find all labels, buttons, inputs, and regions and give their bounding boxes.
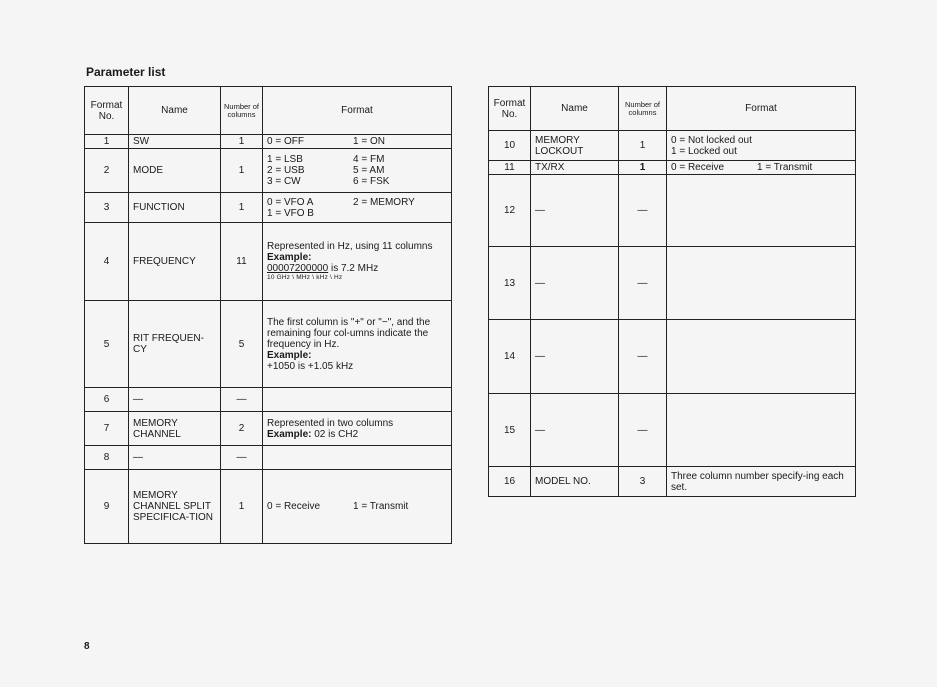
row-name: —: [129, 446, 221, 470]
row-no: 16: [489, 467, 531, 497]
table-header-row: [85, 87, 452, 135]
example-value: 00007200000: [267, 263, 329, 274]
format-value: 0 = Not locked out: [671, 134, 752, 146]
header-name: Name: [531, 87, 619, 131]
format-value: 1 = Transmit: [757, 162, 813, 173]
parameter-table-right: [488, 86, 856, 497]
format-value: 0 = Receive: [267, 501, 321, 512]
page-title: Parameter list: [86, 65, 166, 79]
row-cols: 1: [619, 161, 667, 175]
format-desc: Represented in two columns: [267, 417, 394, 429]
row-no: 6: [85, 388, 129, 412]
row-format: [263, 470, 452, 544]
table-row: [85, 412, 452, 446]
row-name: SW: [129, 135, 221, 149]
example-rest: is 7.2 MHz: [328, 263, 379, 274]
example-label: Example:: [267, 428, 312, 440]
format-value: 1 = Locked out: [671, 145, 737, 157]
format-value: 3 = CW: [267, 176, 301, 187]
row-no: 13: [489, 247, 531, 320]
row-format: [263, 446, 452, 470]
example-value: 02 is CH2: [314, 428, 359, 440]
example-label: Example:: [267, 349, 312, 361]
table-row: [489, 320, 856, 394]
row-cols: 5: [221, 301, 263, 388]
row-no: 14: [489, 320, 531, 394]
table-row: [85, 388, 452, 412]
format-value: 1 = ON: [353, 136, 385, 147]
row-format: [667, 320, 856, 394]
row-format: [263, 135, 452, 149]
row-cols: —: [619, 394, 667, 467]
header-format: Format: [667, 87, 856, 131]
row-name: MODE: [129, 149, 221, 193]
row-cols: —: [221, 388, 263, 412]
row-cols: 1: [221, 470, 263, 544]
table-row: [489, 247, 856, 320]
row-cols: 1: [619, 131, 667, 161]
example-label: Example:: [267, 252, 312, 263]
row-format: [667, 467, 856, 497]
table-row: [489, 161, 856, 175]
row-no: 8: [85, 446, 129, 470]
row-no: 3: [85, 193, 129, 223]
format-value: 4 = FM: [353, 154, 385, 165]
format-value: 2 = USB: [267, 165, 305, 176]
table-row: [85, 149, 452, 193]
row-cols: —: [619, 247, 667, 320]
row-no: 12: [489, 175, 531, 247]
row-cols: 3: [619, 467, 667, 497]
row-cols: —: [221, 446, 263, 470]
row-name: MEMORY LOCKOUT: [531, 131, 619, 161]
row-cols: 11: [221, 223, 263, 301]
format-value: 0 = OFF: [267, 136, 304, 147]
row-format: [263, 412, 452, 446]
row-cols: —: [619, 320, 667, 394]
row-no: 4: [85, 223, 129, 301]
row-no: 11: [489, 161, 531, 175]
frequency-scale: 10 GHz \ MHz \ kHz \ Hz: [267, 274, 343, 281]
format-desc: Three column number specify-ing each set.: [671, 470, 844, 493]
table-row: [489, 394, 856, 467]
row-name: MODEL NO.: [531, 467, 619, 497]
row-no: 15: [489, 394, 531, 467]
format-value: 1 = VFO B: [267, 207, 314, 219]
row-name: —: [531, 247, 619, 320]
row-cols: 1: [221, 193, 263, 223]
row-no: 7: [85, 412, 129, 446]
table-header-row: [489, 87, 856, 131]
table-row: [489, 131, 856, 161]
row-name: FUNCTION: [129, 193, 221, 223]
table-row: [85, 301, 452, 388]
row-no: 10: [489, 131, 531, 161]
format-value: 5 = AM: [353, 165, 385, 176]
format-value: 0 = Receive: [671, 162, 725, 173]
table-row: [85, 135, 452, 149]
row-name: —: [531, 175, 619, 247]
row-format: [667, 131, 856, 161]
table-row: [85, 446, 452, 470]
row-format: [263, 149, 452, 193]
header-format-no: Format No.: [489, 87, 531, 131]
parameter-table-left: [84, 86, 452, 544]
format-value: 6 = FSK: [353, 176, 390, 187]
row-no: 2: [85, 149, 129, 193]
row-format: [263, 193, 452, 223]
example-value: +1050 is +1.05 kHz: [267, 360, 354, 372]
header-num-cols: Number of columns: [619, 87, 667, 131]
table-row: [489, 467, 856, 497]
format-desc: The first column is "+" or "−", and the remaining four col-umns indicate the frequency in Hz.: [267, 316, 431, 350]
table-row: [489, 175, 856, 247]
row-name: —: [129, 388, 221, 412]
header-num-cols: Number of columns: [221, 87, 263, 135]
row-cols: —: [619, 175, 667, 247]
row-name: RIT FREQUEN-CY: [129, 301, 221, 388]
format-value: 0 = VFO A: [267, 196, 314, 208]
row-cols: 2: [221, 412, 263, 446]
row-format: [667, 394, 856, 467]
row-format: [263, 388, 452, 412]
format-value: 2 = MEMORY: [353, 196, 415, 208]
row-name: TX/RX: [531, 161, 619, 175]
row-format: [263, 223, 452, 301]
header-name: Name: [129, 87, 221, 135]
format-value: 1 = LSB: [267, 154, 303, 165]
table-row: [85, 470, 452, 544]
row-no: 9: [85, 470, 129, 544]
row-format: [667, 247, 856, 320]
format-value: 1 = Transmit: [353, 501, 409, 512]
row-no: 1: [85, 135, 129, 149]
row-name: —: [531, 320, 619, 394]
header-format: Format: [263, 87, 452, 135]
row-name: MEMORY CHANNEL SPLIT SPECIFICA-TION: [129, 470, 221, 544]
header-format-no: Format No.: [85, 87, 129, 135]
row-format: [667, 161, 856, 175]
row-format: [263, 301, 452, 388]
table-row: [85, 193, 452, 223]
format-desc: Represented in Hz, using 11 columns: [267, 241, 433, 252]
row-name: MEMORY CHANNEL: [129, 412, 221, 446]
row-name: —: [531, 394, 619, 467]
table-row: [85, 223, 452, 301]
row-cols: 1: [221, 135, 263, 149]
row-format: [667, 175, 856, 247]
row-name: FREQUENCY: [129, 223, 221, 301]
row-cols: 1: [221, 149, 263, 193]
page-number: 8: [84, 641, 90, 652]
row-no: 5: [85, 301, 129, 388]
